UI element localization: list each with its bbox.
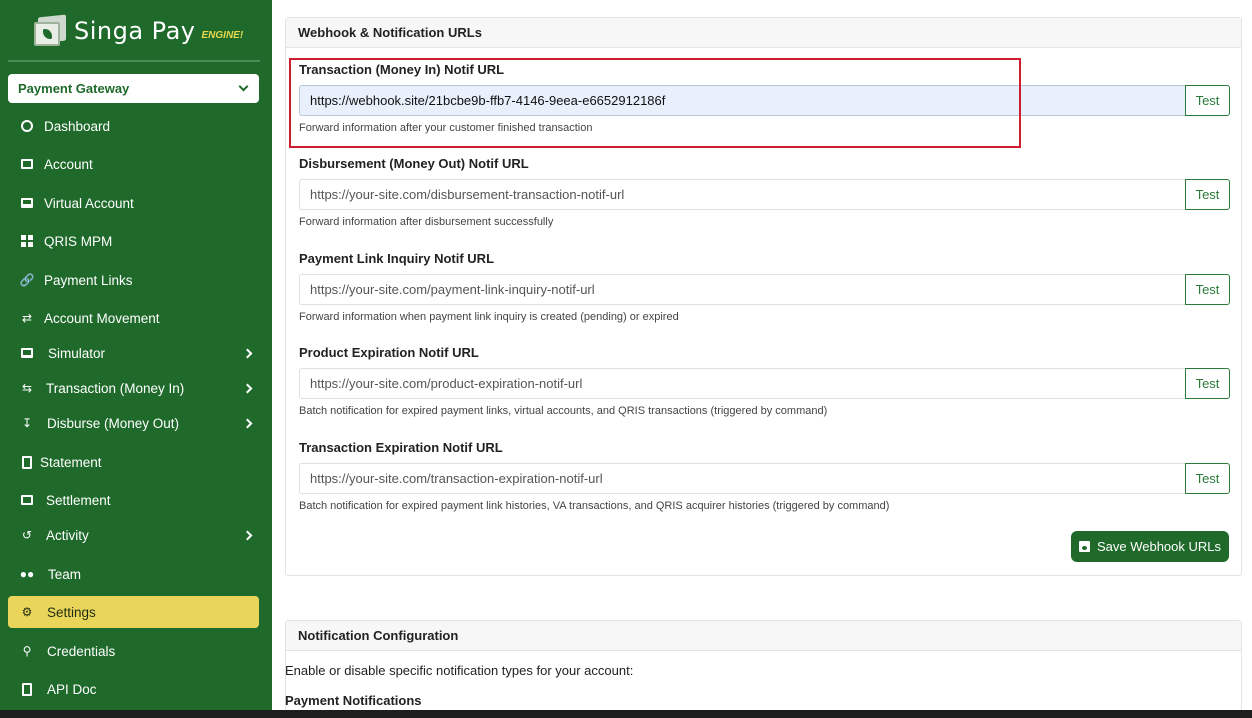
sidebar-item-label: Simulator <box>48 345 106 361</box>
sidebar-item-label: QRIS MPM <box>44 233 113 249</box>
sidebar-item-api-doc[interactable] <box>8 673 259 705</box>
disbursement-notif-url-input[interactable]: https://your-site.com/disbursement-transaction-notif-url <box>299 179 1185 210</box>
sidebar-item-team[interactable] <box>8 558 259 590</box>
team-icon: ●● <box>19 567 35 581</box>
movement-icon: ⇄ <box>21 311 33 325</box>
settlement-icon <box>20 493 34 507</box>
sidebar-item-virtual-account[interactable] <box>8 187 259 219</box>
transaction-notif-url-input[interactable]: https://webhook.site/21bcbe9b-ffb7-4146-9eea-e6652912186f <box>299 85 1185 116</box>
sidebar-item-label: API Doc <box>47 681 97 697</box>
gateway-select[interactable] <box>8 74 259 103</box>
product-expiration-notif-url-input[interactable]: https://your-site.com/product-expiration-notif-url <box>299 368 1185 399</box>
qr-icon <box>20 234 34 248</box>
save-icon <box>1079 541 1090 552</box>
notification-card-title: Notification Configuration <box>286 621 1241 651</box>
sidebar-item-label: Account Movement <box>44 310 160 326</box>
payment-notifications-heading: Payment Notifications <box>285 693 422 708</box>
sidebar-item-settings[interactable] <box>8 596 259 628</box>
sidebar-item-payment-links[interactable] <box>8 264 259 296</box>
chevron-right-icon <box>243 383 253 393</box>
sidebar-item-qris-mpm[interactable] <box>8 225 259 257</box>
book-icon <box>20 682 34 696</box>
main-content <box>272 0 1252 710</box>
product-expiration-notif-field <box>299 345 1230 417</box>
payment-link-inquiry-notif-field <box>299 251 1230 323</box>
chevron-down-icon <box>239 82 249 92</box>
test-button[interactable]: Test <box>1185 463 1230 494</box>
test-button[interactable]: Test <box>1185 179 1230 210</box>
notification-description: Enable or disable specific notification types for your account: <box>285 663 634 678</box>
exchange-icon: ⇆ <box>21 381 33 395</box>
gateway-select-value: Payment Gateway <box>18 81 130 96</box>
test-button[interactable]: Test <box>1185 274 1230 305</box>
sidebar-item-disburse-money-out[interactable] <box>8 407 259 439</box>
chevron-right-icon <box>243 418 253 428</box>
save-button-label: Save Webhook URLs <box>1096 539 1222 554</box>
transaction-expiration-notif-url-input[interactable]: https://your-site.com/transaction-expiration-notif-url <box>299 463 1185 494</box>
sidebar-item-settlement[interactable] <box>8 484 259 516</box>
test-button[interactable]: Test <box>1185 85 1230 116</box>
disburse-icon: ↧ <box>21 416 33 430</box>
sidebar-item-credentials[interactable] <box>8 635 259 667</box>
sidebar-item-label: Statement <box>40 454 102 470</box>
sidebar-item-activity[interactable] <box>8 519 259 551</box>
sidebar-item-label: Activity <box>46 527 89 543</box>
sidebar-item-transaction-money-in[interactable] <box>8 372 259 404</box>
chevron-right-icon <box>243 348 253 358</box>
sidebar <box>0 0 272 710</box>
test-button[interactable]: Test <box>1185 368 1230 399</box>
field-help: Forward information after disbursement successfully <box>299 216 554 228</box>
sidebar-item-simulator[interactable] <box>8 337 259 369</box>
sidebar-item-label: Credentials <box>47 643 116 659</box>
sidebar-item-label: Settings <box>47 604 96 620</box>
gear-icon: ⚙ <box>21 605 33 619</box>
transaction-expiration-notif-field <box>299 440 1230 512</box>
sidebar-item-account-movement[interactable] <box>8 302 259 334</box>
wallet-logo-icon <box>34 16 66 46</box>
sidebar-item-label: Settlement <box>46 492 111 508</box>
chevron-right-icon <box>243 530 253 540</box>
history-icon: ↺ <box>21 528 33 542</box>
sidebar-item-label: Account <box>44 156 93 172</box>
field-label: Disbursement (Money Out) Notif URL <box>299 156 529 171</box>
field-help: Forward information when payment link inquiry is created (pending) or expired <box>299 311 679 323</box>
field-label: Transaction (Money In) Notif URL <box>299 62 505 77</box>
sidebar-divider <box>8 60 260 62</box>
sidebar-item-label: Payment Links <box>44 272 133 288</box>
laptop-icon <box>20 346 34 360</box>
sidebar-item-label: Disburse (Money Out) <box>47 415 180 431</box>
brand-logo[interactable] <box>34 14 243 48</box>
sidebar-item-label: Virtual Account <box>44 195 134 211</box>
brand-name: Singa Pay <box>74 17 196 45</box>
disbursement-notif-field <box>299 156 1230 228</box>
account-icon <box>20 157 34 171</box>
highlight-box <box>289 58 1021 148</box>
brand-tag: ENGINE! <box>201 29 244 41</box>
sidebar-item-label: Transaction (Money In) <box>46 380 185 396</box>
field-help: Forward information after your customer finished transaction <box>299 122 593 134</box>
dashboard-icon <box>20 119 34 133</box>
sidebar-item-dashboard[interactable] <box>8 110 259 142</box>
card-icon <box>20 196 34 210</box>
sidebar-item-label: Team <box>48 566 82 582</box>
link-icon: 🔗 <box>19 273 35 287</box>
sidebar-item-label: Dashboard <box>44 118 111 134</box>
save-webhook-urls-button[interactable] <box>1071 531 1229 562</box>
sidebar-item-statement[interactable] <box>8 446 259 478</box>
field-help: Batch notification for expired payment link histories, VA transactions, and QRIS acquirer histories (triggered by command) <box>299 500 890 512</box>
field-label: Transaction Expiration Notif URL <box>299 440 503 455</box>
field-label: Product Expiration Notif URL <box>299 345 479 360</box>
webhook-card-title: Webhook & Notification URLs <box>286 18 1241 48</box>
sidebar-item-account[interactable] <box>8 148 259 180</box>
file-icon <box>20 455 34 469</box>
payment-link-inquiry-notif-url-input[interactable]: https://your-site.com/payment-link-inquiry-notif-url <box>299 274 1185 305</box>
field-help: Batch notification for expired payment links, virtual accounts, and QRIS transactions (triggered by command) <box>299 405 828 417</box>
field-label: Payment Link Inquiry Notif URL <box>299 251 495 266</box>
key-icon: ⚲ <box>22 644 32 658</box>
